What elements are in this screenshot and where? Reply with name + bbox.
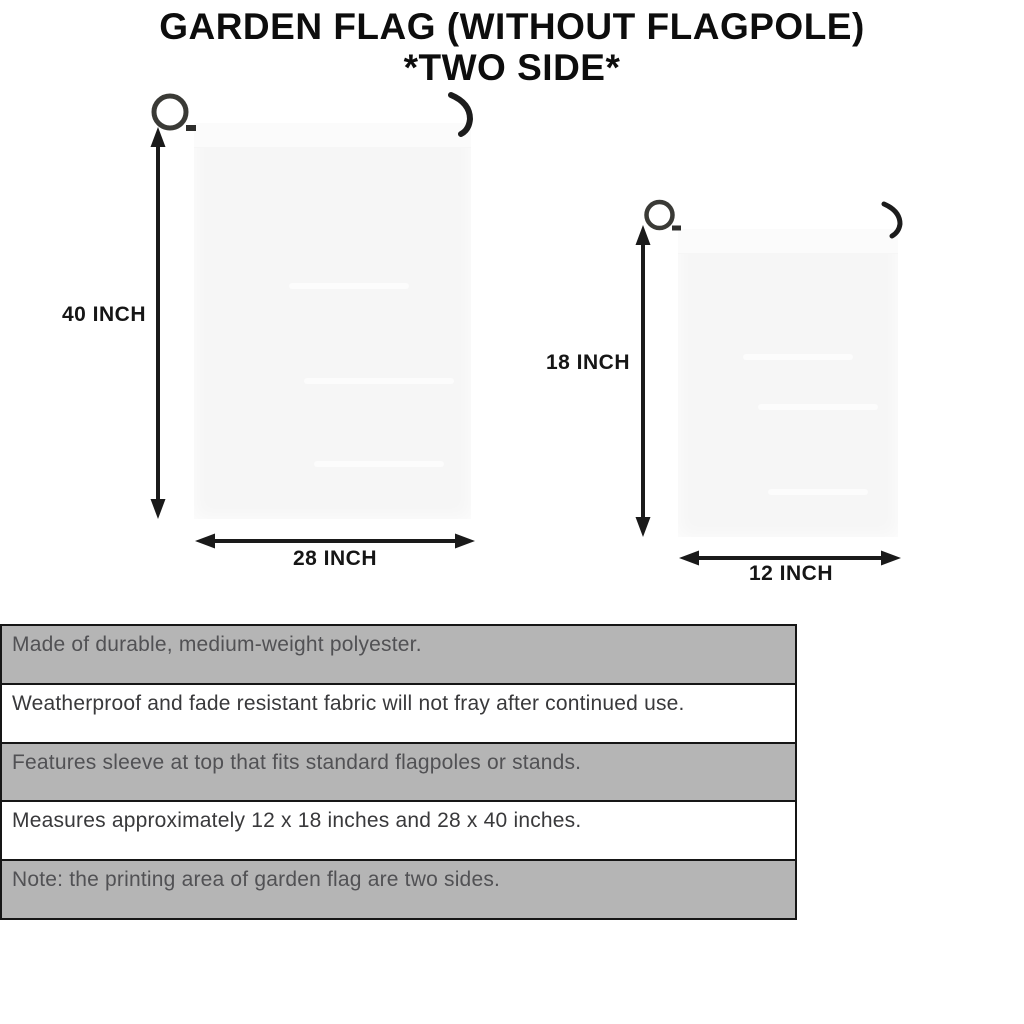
feature-text: Note: the printing area of garden flag are two sides. xyxy=(12,868,501,892)
large-flag-sleeve xyxy=(194,123,471,148)
feature-text: Weatherproof and fade resistant fabric will not fray after continued use. xyxy=(12,691,685,715)
fabric-highlight xyxy=(314,461,444,467)
small-flag-sleeve xyxy=(678,229,898,254)
page-subtitle: *TWO SIDE* xyxy=(403,47,621,88)
page-title: GARDEN FLAG (WITHOUT FLAGPOLE) xyxy=(159,6,865,47)
feature-row xyxy=(2,744,795,803)
small-flag-height-arrow xyxy=(636,225,651,537)
feature-table xyxy=(0,624,797,920)
fabric-highlight xyxy=(743,354,853,360)
large-flag-height-arrow xyxy=(151,127,166,519)
title-block xyxy=(0,6,1024,88)
feature-row xyxy=(2,685,795,744)
feature-row xyxy=(2,626,795,685)
fabric-highlight xyxy=(304,378,454,384)
large-flag-pole xyxy=(154,96,196,617)
large-flag-width-label: 28 INCH xyxy=(292,547,378,570)
feature-text: Made of durable, medium-weight polyester. xyxy=(12,633,422,656)
small-flag-width-label: 12 INCH xyxy=(748,562,834,585)
fabric-highlight xyxy=(758,404,878,410)
feature-row xyxy=(2,802,795,861)
large-flag xyxy=(194,123,471,519)
feature-row xyxy=(2,861,795,918)
feature-text: Features sleeve at top that fits standard flagpoles or stands. xyxy=(12,750,582,774)
small-flag xyxy=(678,229,898,537)
feature-text: Measures approximately 12 x 18 inches and 28 x 40 inches. xyxy=(12,809,582,833)
small-flag-height-label: 18 INCH xyxy=(545,351,630,374)
fabric-highlight xyxy=(289,283,409,289)
small-flag-pole xyxy=(647,202,682,620)
fabric-highlight xyxy=(768,489,868,495)
large-flag-height-label: 40 INCH xyxy=(61,303,146,326)
